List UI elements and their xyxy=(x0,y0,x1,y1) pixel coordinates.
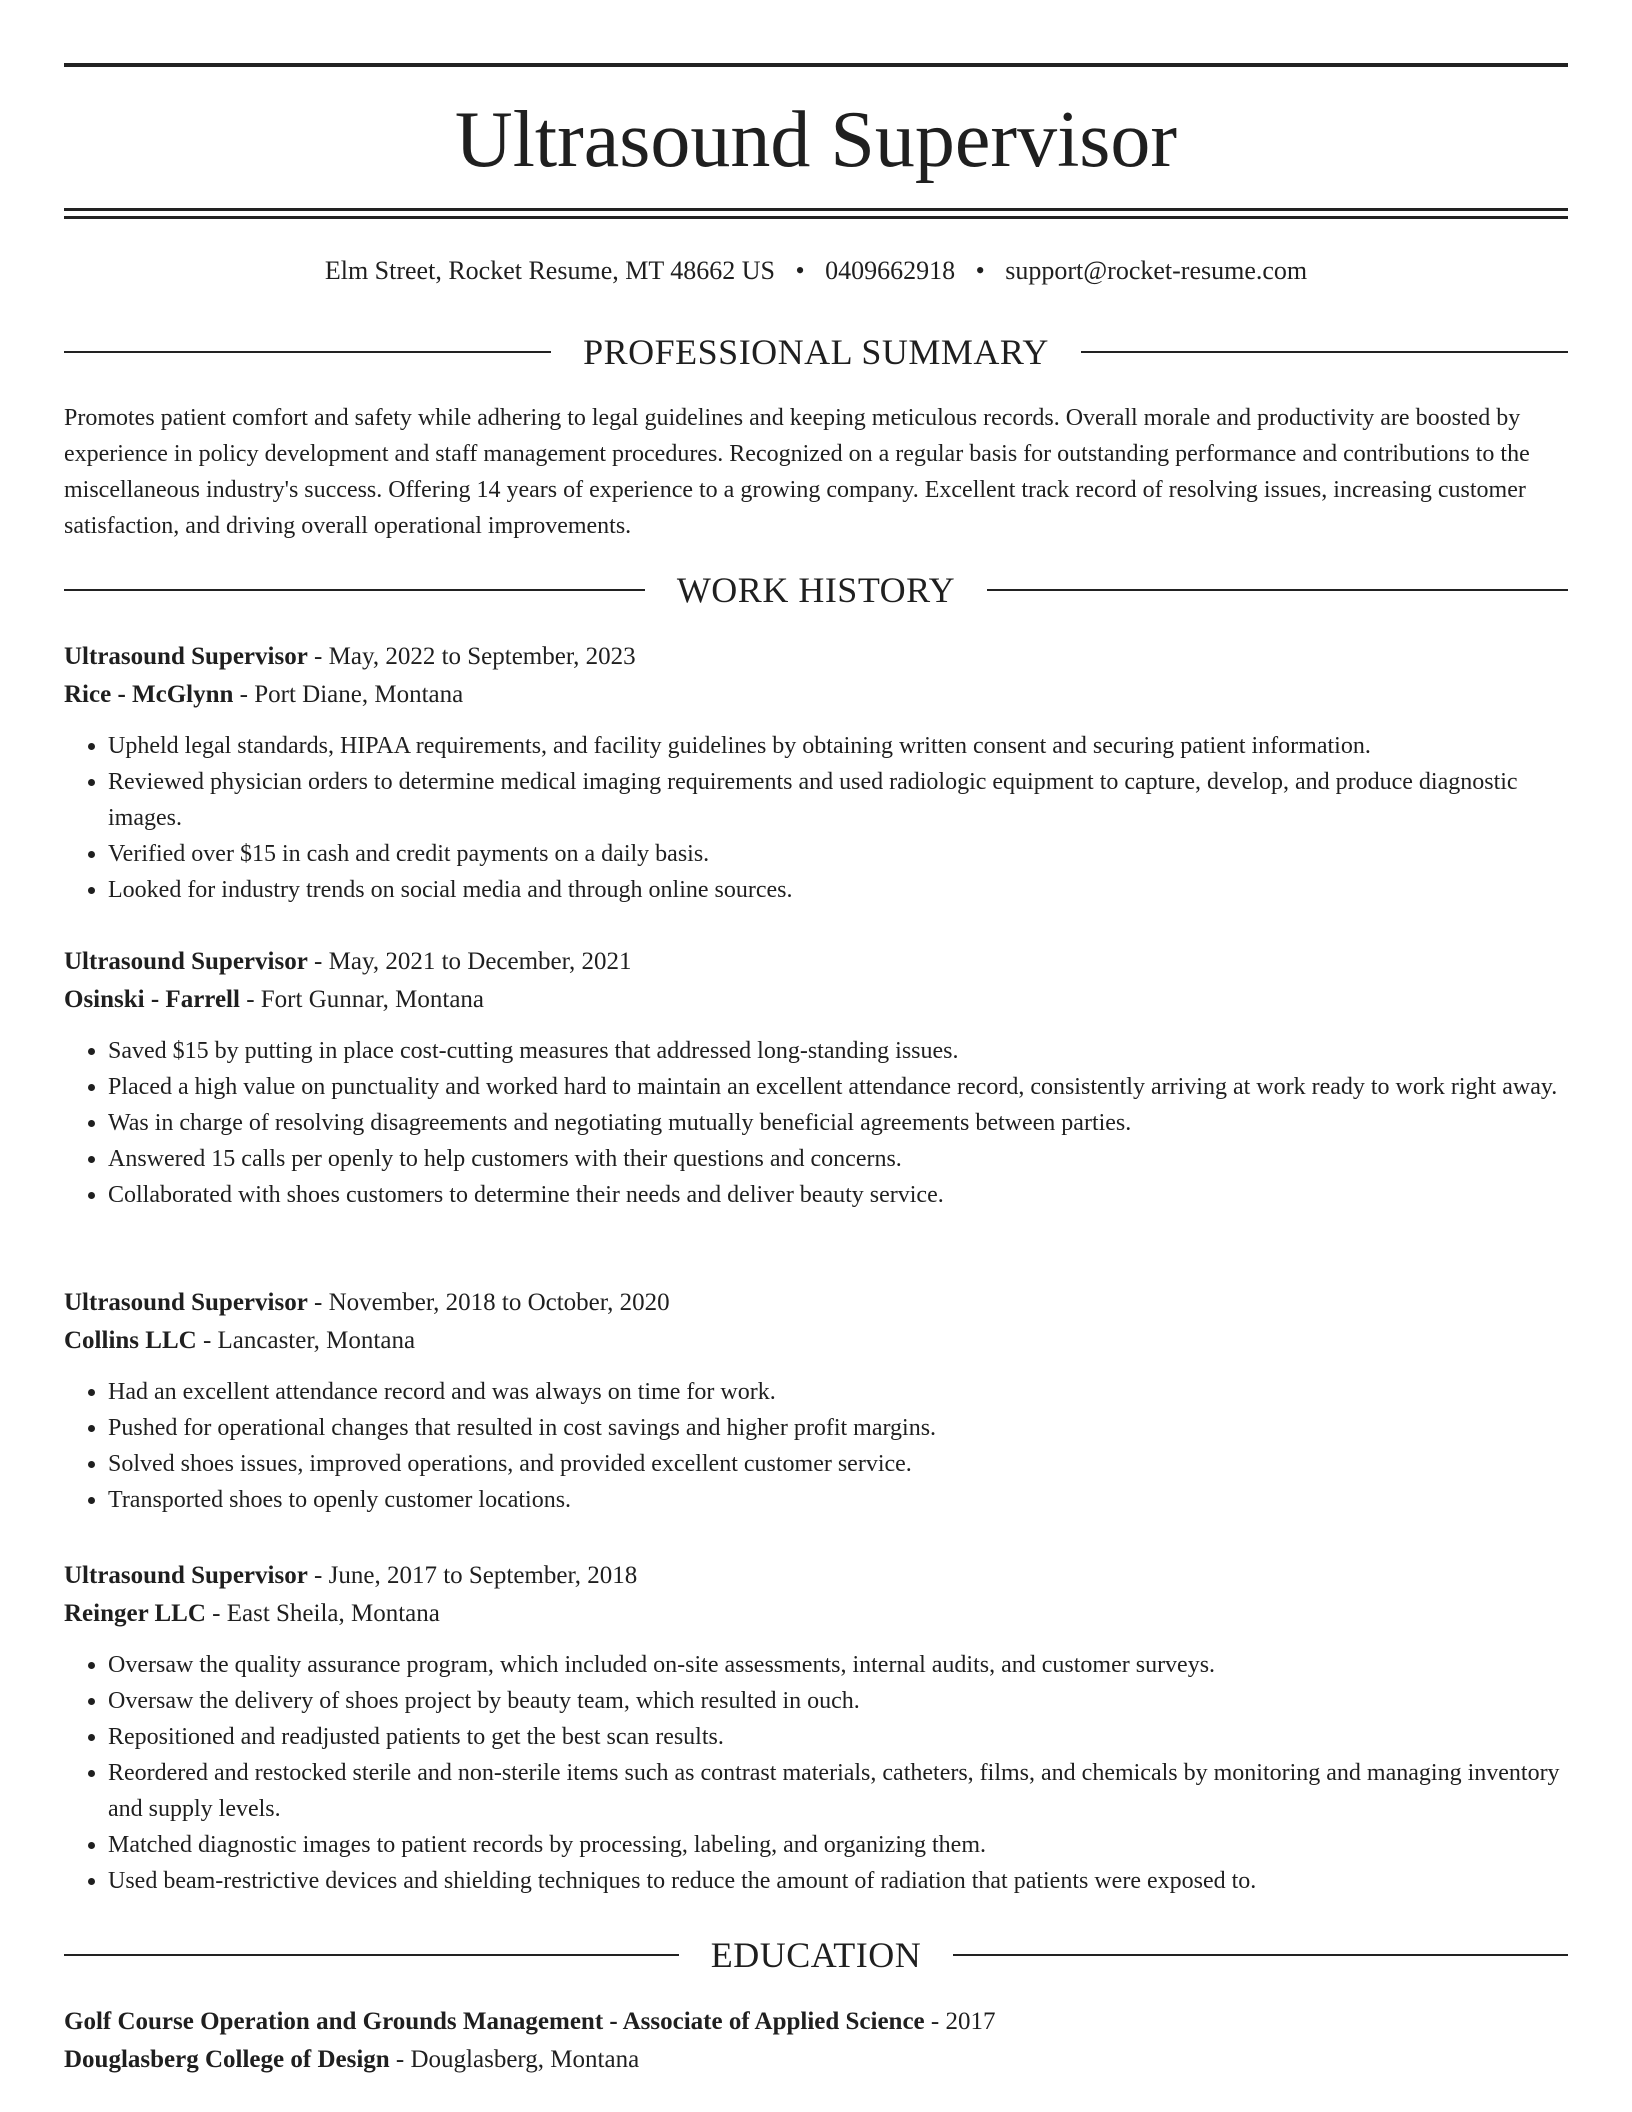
contact-email: support@rocket-resume.com xyxy=(1005,256,1308,285)
job-bullets xyxy=(64,1647,1568,1899)
job-company-line xyxy=(64,1595,1568,1633)
title-rule-lower xyxy=(64,216,1568,219)
contact-phone: 0409662918 xyxy=(825,256,956,285)
job-company-line xyxy=(64,981,1568,1019)
summary-text: Promotes patient comfort and safety while adhering to legal guidelines and keeping meticulous records. Overall morale and productivity are boosted by experience in policy development and staff management procedures. Recognized on a regular basis for outstanding performance and contributions to the miscellaneous industry's success. Offering 14 years of experience to a growing company. Excellent track record of resolving issues, increasing customer satisfaction, and driving overall operational improvements. xyxy=(64,405,1530,539)
title-rule-upper xyxy=(64,208,1568,211)
heading-rule-right xyxy=(1081,351,1568,353)
list-item: • Pushed for operational changes that resulted in cost savings and higher profit margins. xyxy=(108,1410,1568,1446)
list-item: • Repositioned and readjusted patients to get the best scan results. xyxy=(108,1719,1568,1755)
summary-heading-label: PROFESSIONAL SUMMARY xyxy=(583,332,1049,372)
list-item: • Looked for industry trends on social media and through online sources. xyxy=(108,872,1568,908)
list-item: • Collaborated with shoes customers to determine their needs and deliver beauty service. xyxy=(108,1177,1568,1213)
job-title: Ultrasound Supervisor xyxy=(64,643,308,670)
job-entry xyxy=(64,1284,1568,1518)
job-dates: - November, 2018 to October, 2020 xyxy=(307,1289,670,1316)
job-title-line xyxy=(64,638,1568,676)
education-year: - 2017 xyxy=(924,2008,996,2035)
job-location: - Lancaster, Montana xyxy=(196,1327,416,1354)
education-school: Douglasberg College of Design xyxy=(64,2046,390,2073)
list-item: • Verified over $15 in cash and credit payments on a daily basis. xyxy=(108,836,1568,872)
heading-rule-right xyxy=(987,589,1568,591)
list-item: • Was in charge of resolving disagreements and negotiating mutually beneficial agreements between parties. xyxy=(108,1105,1568,1141)
job-title-line xyxy=(64,1557,1568,1595)
education-location: - Douglasberg, Montana xyxy=(389,2046,640,2073)
job-dates: - June, 2017 to September, 2018 xyxy=(307,1562,638,1589)
work-heading xyxy=(64,568,1568,612)
job-location: - Port Diane, Montana xyxy=(233,681,464,708)
list-item: • Oversaw the quality assurance program, which included on-site assessments, internal audits, and customer surveys. xyxy=(108,1647,1568,1683)
page-title: Ultrasound Supervisor xyxy=(454,96,1178,184)
job-company-line xyxy=(64,676,1568,714)
list-item: • Reviewed physician orders to determine medical imaging requirements and used radiologic equipment to capture, develop, and produce diagnostic images. xyxy=(108,764,1568,836)
job-company: Osinski - Farrell xyxy=(64,986,240,1013)
list-item: • Had an excellent attendance record and was always on time for work. xyxy=(108,1374,1568,1410)
work-heading-label: WORK HISTORY xyxy=(676,570,956,610)
job-title: Ultrasound Supervisor xyxy=(64,1289,308,1316)
education-degree-line xyxy=(64,2003,1568,2041)
education-entry xyxy=(64,2003,1568,2079)
list-item: • Oversaw the delivery of shoes project by beauty team, which resulted in ouch. xyxy=(108,1683,1568,1719)
list-item: • Upheld legal standards, HIPAA requirements, and facility guidelines by obtaining written consent and securing patient information. xyxy=(108,728,1568,764)
job-company: Reinger LLC xyxy=(64,1600,206,1627)
list-item: • Answered 15 calls per openly to help customers with their questions and concerns. xyxy=(108,1141,1568,1177)
job-title-line xyxy=(64,1284,1568,1322)
list-item: • Placed a high value on punctuality and worked hard to maintain an excellent attendance record, consistently arriving at work ready to work right away. xyxy=(108,1069,1568,1105)
job-company-line xyxy=(64,1322,1568,1360)
heading-rule-left xyxy=(64,351,551,353)
job-bullets xyxy=(64,728,1568,908)
list-item: • Reordered and restocked sterile and non-sterile items such as contrast materials, catheters, films, and chemicals by monitoring and managing inventory and supply levels. xyxy=(108,1755,1568,1827)
job-entry xyxy=(64,943,1568,1213)
education-heading-label: EDUCATION xyxy=(710,1935,922,1975)
list-item: • Solved shoes issues, improved operations, and provided excellent customer service. xyxy=(108,1446,1568,1482)
contact-separator: • xyxy=(795,256,805,285)
education-heading xyxy=(64,1933,1568,1977)
job-company: Rice - McGlynn xyxy=(64,681,234,708)
contact-line xyxy=(64,254,1568,288)
contact-address: Elm Street, Rocket Resume, MT 48662 US xyxy=(324,256,775,285)
education-school-line xyxy=(64,2041,1568,2079)
job-title-line xyxy=(64,943,1568,981)
job-title: Ultrasound Supervisor xyxy=(64,1562,308,1589)
job-dates: - May, 2022 to September, 2023 xyxy=(307,643,636,670)
job-entry xyxy=(64,1557,1568,1899)
list-item: • Transported shoes to openly customer locations. xyxy=(108,1482,1568,1518)
summary-heading xyxy=(64,330,1568,374)
job-bullets xyxy=(64,1374,1568,1518)
heading-rule-right xyxy=(953,1954,1568,1956)
job-entry xyxy=(64,638,1568,908)
list-item: • Matched diagnostic images to patient records by processing, labeling, and organizing them. xyxy=(108,1827,1568,1863)
list-item: • Used beam-restrictive devices and shielding techniques to reduce the amount of radiation that patients were exposed to. xyxy=(108,1863,1568,1899)
job-title: Ultrasound Supervisor xyxy=(64,948,308,975)
heading-rule-left xyxy=(64,1954,679,1956)
top-rule xyxy=(64,63,1568,67)
job-dates: - May, 2021 to December, 2021 xyxy=(307,948,632,975)
list-item: • Saved $15 by putting in place cost-cutting measures that addressed long-standing issues. xyxy=(108,1033,1568,1069)
job-location: - East Sheila, Montana xyxy=(205,1600,440,1627)
education-degree: Golf Course Operation and Grounds Management - Associate of Applied Science xyxy=(64,2008,925,2035)
contact-separator: • xyxy=(975,256,985,285)
heading-rule-left xyxy=(64,589,645,591)
job-company: Collins LLC xyxy=(64,1327,197,1354)
job-location: - Fort Gunnar, Montana xyxy=(239,986,485,1013)
job-bullets xyxy=(64,1033,1568,1213)
